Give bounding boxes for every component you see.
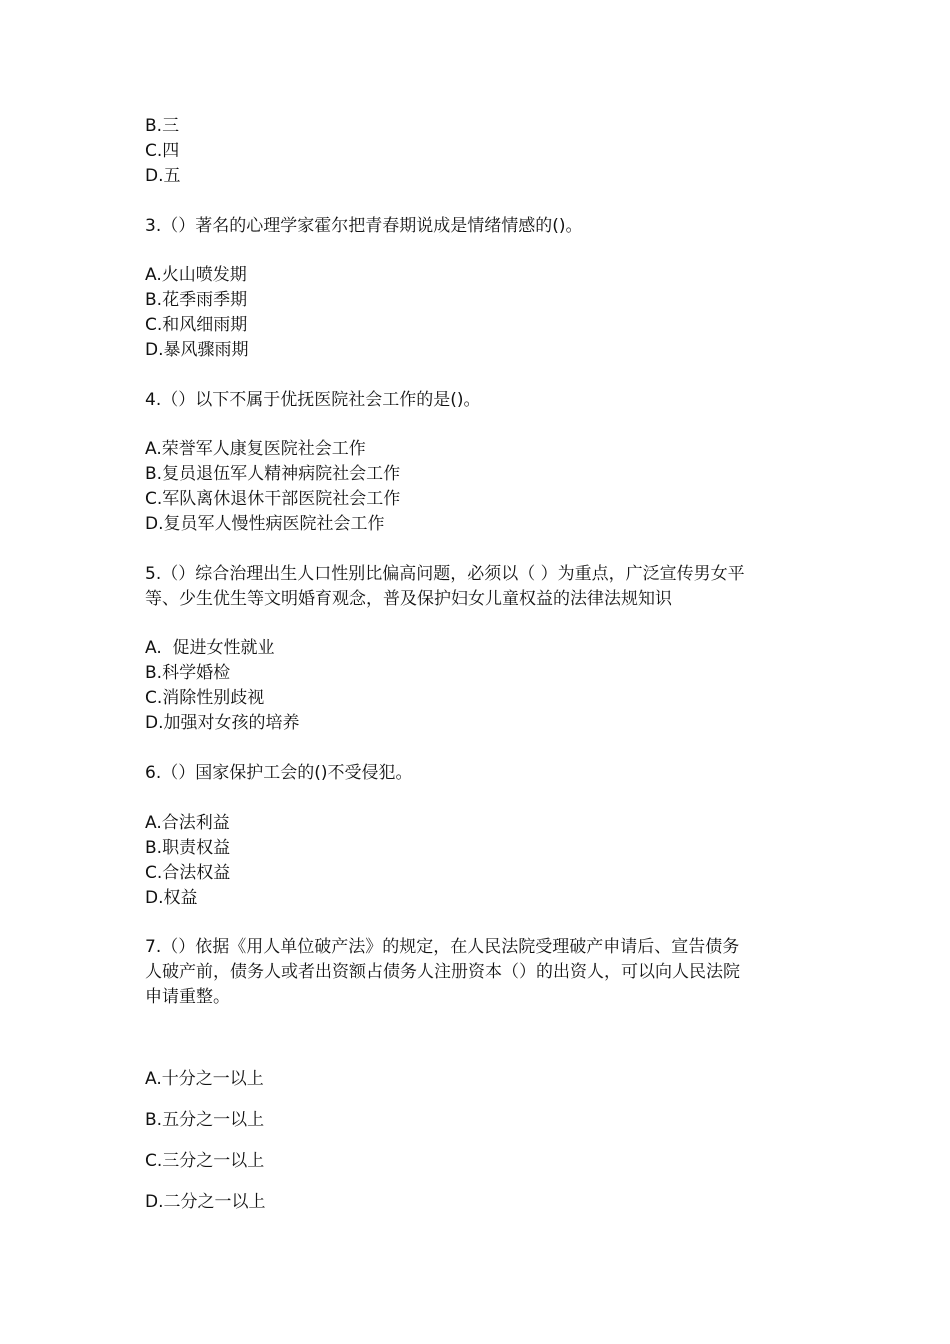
question-5-text-line-1: 5.（）综合治理出生人口性别比偏高问题，必须以（ ）为重点，广泛宣传男女平	[145, 564, 745, 584]
q6-option-b: B.职责权益	[145, 838, 231, 858]
q4-option-a: A.荣誉军人康复医院社会工作	[145, 439, 366, 459]
q5-option-a: A. 促进女性就业	[145, 638, 275, 658]
question-4-text: 4.（）以下不属于优抚医院社会工作的是()。	[145, 390, 481, 410]
q7-option-d: D.二分之一以上	[145, 1192, 266, 1212]
q4-option-b: B.复员退伍军人精神病院社会工作	[145, 464, 401, 484]
q7-option-b: B.五分之一以上	[145, 1110, 265, 1130]
question-7-text-line-1: 7.（）依据《用人单位破产法》的规定，在人民法院受理破产申请后、宣告债务	[145, 937, 740, 957]
question-7-text-line-2: 人破产前，债务人或者出资额占债务人注册资本（）的出资人，可以向人民法院	[145, 962, 740, 982]
q7-option-c: C.三分之一以上	[145, 1151, 265, 1171]
q3-option-b: B.花季雨季期	[145, 290, 248, 310]
q6-option-d: D.权益	[145, 888, 198, 908]
question-7-text-line-3: 申请重整。	[145, 987, 230, 1007]
q3-option-c: C.和风细雨期	[145, 315, 248, 335]
question-6-text: 6.（）国家保护工会的()不受侵犯。	[145, 763, 413, 783]
q6-option-a: A.合法利益	[145, 813, 230, 833]
q7-option-a: A.十分之一以上	[145, 1069, 264, 1089]
question-5-text-line-2: 等、少生优生等文明婚育观念，普及保护妇女儿童权益的法律法规知识	[145, 589, 672, 609]
q5-option-b: B.科学婚检	[145, 663, 231, 683]
q6-option-c: C.合法权益	[145, 863, 231, 883]
q4-option-d: D.复员军人慢性病医院社会工作	[145, 514, 385, 534]
option-c-prev: C.四	[145, 141, 180, 161]
q3-option-d: D.暴风骤雨期	[145, 340, 249, 360]
option-d-prev: D.五	[145, 166, 181, 186]
q5-option-d: D.加强对女孩的培养	[145, 713, 300, 733]
q3-option-a: A.火山喷发期	[145, 265, 247, 285]
q5-option-c: C.消除性别歧视	[145, 688, 265, 708]
question-3-text: 3.（）著名的心理学家霍尔把青春期说成是情绪情感的()。	[145, 216, 583, 236]
q4-option-c: C.军队离休退休干部医院社会工作	[145, 489, 401, 509]
option-b-prev: B.三	[145, 116, 180, 136]
